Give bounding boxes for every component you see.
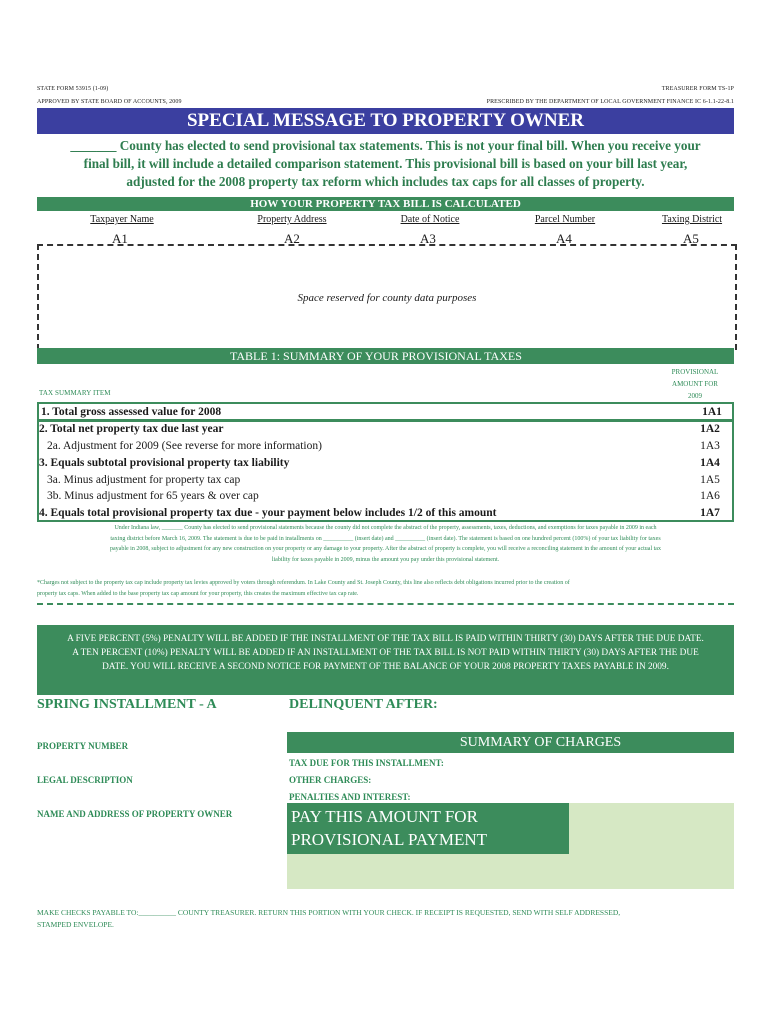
intro-line-1: _______ County has elected to send provisional tax statements. This is not your final bill. When you receive your — [70, 138, 701, 153]
taxpayer-name-header: Taxpayer Name — [90, 214, 154, 225]
charges-note: *Charges not subject to the property tax cap include property tax levies approved by voters through referendum. In Lake County and St. Joseph County, this line also reflects debt obligations incurred prior to the creation of property tax caps. When added to the base property tax cap amount for your property, this creates the maximum effective tax cap rate. — [37, 580, 570, 597]
approved-line: APPROVED BY STATE BOARD OF ACCOUNTS, 2009 — [37, 99, 182, 105]
table-row: 3. Equals subtotal provisional property tax liability 1A4 — [39, 457, 720, 469]
table1-header-bar — [37, 348, 734, 364]
tax-summary-item-header: TAX SUMMARY ITEM — [39, 389, 111, 397]
taxing-district-value: A5 — [683, 231, 699, 246]
form-number: STATE FORM 53915 (1-09) — [37, 86, 109, 92]
page-title: SPECIAL MESSAGE TO PROPERTY OWNER — [37, 108, 734, 134]
tax-due-label: TAX DUE FOR THIS INSTALLMENT: — [289, 758, 444, 768]
other-charges-label: OTHER CHARGES: — [289, 775, 372, 785]
taxpayer-name-value: A1 — [112, 231, 128, 246]
calculation-header: HOW YOUR PROPERTY TAX BILL IS CALCULATED — [37, 197, 734, 211]
cut-line — [37, 603, 734, 605]
legal-description-label: LEGAL DESCRIPTION — [37, 775, 133, 785]
fine-print: Under Indiana law, _______ County has elected to send provisional statements because the county did not complete the abstract of the property, assessments, taxes, deductions, and exemptions for taxes payable in 2009 in each taxing district before March 16, 2009. The statement is due to be paid in installments on __________ (insert date) and __________ (insert date). The statement is based on one hundred percent (100%) of your tax liability for taxes payable in 2008, subject to adjustment for any new construction on your property or any damage to your property. After the abstract of property is complete, you will receive a reconciling statement in the amount of your actual tax liability for taxes payable in 2009, minus the amount you pay under this provisional statement. — [110, 525, 661, 563]
parcel-number-value: A4 — [556, 231, 572, 246]
table-row: 4. Equals total provisional property tax due - your payment below includes 1/2 of this amount 1A7 — [39, 507, 720, 519]
summary-of-charges-bar: SUMMARY OF CHARGES — [287, 732, 734, 753]
pay-amount-label-box: PAY THIS AMOUNT FOR PROVISIONAL PAYMENT — [287, 803, 569, 854]
taxing-district-header: Taxing District — [661, 214, 723, 225]
county-reserved-area — [37, 244, 737, 350]
intro-line-2: final bill, it will include a detailed comparison statement. This provisional bill is based on your bill last year, — [83, 156, 688, 171]
reserved-label: Space reserved for county data purposes — [297, 292, 477, 304]
parcel-number-header: Parcel Number — [534, 214, 596, 225]
table-row: 3a. Minus adjustment for property tax cap 1A5 — [47, 474, 720, 486]
intro-line-3: adjusted for the 2008 property tax reform which includes tax caps for all classes of property. — [126, 174, 645, 189]
footer-instructions: MAKE CHECKS PAYABLE TO:__________ COUNTY TREASURER. RETURN THIS PORTION WITH YOUR CHECK. IF RECEIPT IS REQUESTED, SEND WITH SELF ADDRESSED, STAMPED ENVELOPE. — [37, 908, 621, 929]
spring-installment-title: SPRING INSTALLMENT - A — [37, 697, 217, 712]
table-row: 2. Total net property tax due last year 1A2 — [39, 423, 720, 435]
intro-text — [37, 137, 734, 191]
name-address-label: NAME AND ADDRESS OF PROPERTY OWNER — [37, 809, 233, 819]
delinquent-after-label: DELINQUENT AFTER: — [289, 697, 438, 712]
penalty-notice: A FIVE PERCENT (5%) PENALTY WILL BE ADDED IF THE INSTALLMENT OF THE TAX BILL IS PAID WITHIN THIRTY (30) DAYS AFTER THE DUE DATE. A TEN PERCENT (10%) PENALTY WILL BE ADDED IF AN INSTALLMENT OF THE TAX BILL IS NOT PAID WITHIN THIRTY (30) DAYS AFTER THE DUE DATE. YOU WILL RECEIVE A SECOND NOTICE FOR PAYMENT OF THE BALANCE OF YOUR 2008 PROPERTY TAXES PAYABLE IN 2009. — [37, 625, 734, 695]
date-of-notice-value: A3 — [420, 231, 436, 246]
penalties-interest-label: PENALTIES AND INTEREST: — [289, 792, 411, 802]
property-address-value: A2 — [284, 231, 300, 246]
property-address-header: Property Address — [257, 214, 327, 225]
treasurer-form: TREASURER FORM TS-1P — [661, 86, 734, 92]
provisional-amount-header: PROVISIONAL AMOUNT FOR 2009 — [671, 368, 719, 400]
table-row: 3b. Minus adjustment for 65 years & over cap 1A6 — [47, 490, 720, 502]
property-number-label: PROPERTY NUMBER — [37, 741, 129, 751]
table-row: 1. Total gross assessed value for 2008 1A1 — [37, 402, 734, 421]
prescribed-line: PRESCRIBED BY THE DEPARTMENT OF LOCAL GOVERNMENT FINANCE IC 6-1.1-22-8.1 — [486, 99, 734, 105]
table-row: 2a. Adjustment for 2009 (See reverse for more information) 1A3 — [47, 440, 720, 452]
table1-title: TABLE 1: SUMMARY OF YOUR PROVISIONAL TAXES — [230, 349, 522, 363]
date-of-notice-header: Date of Notice — [400, 214, 460, 225]
table1-column-header — [37, 364, 734, 403]
